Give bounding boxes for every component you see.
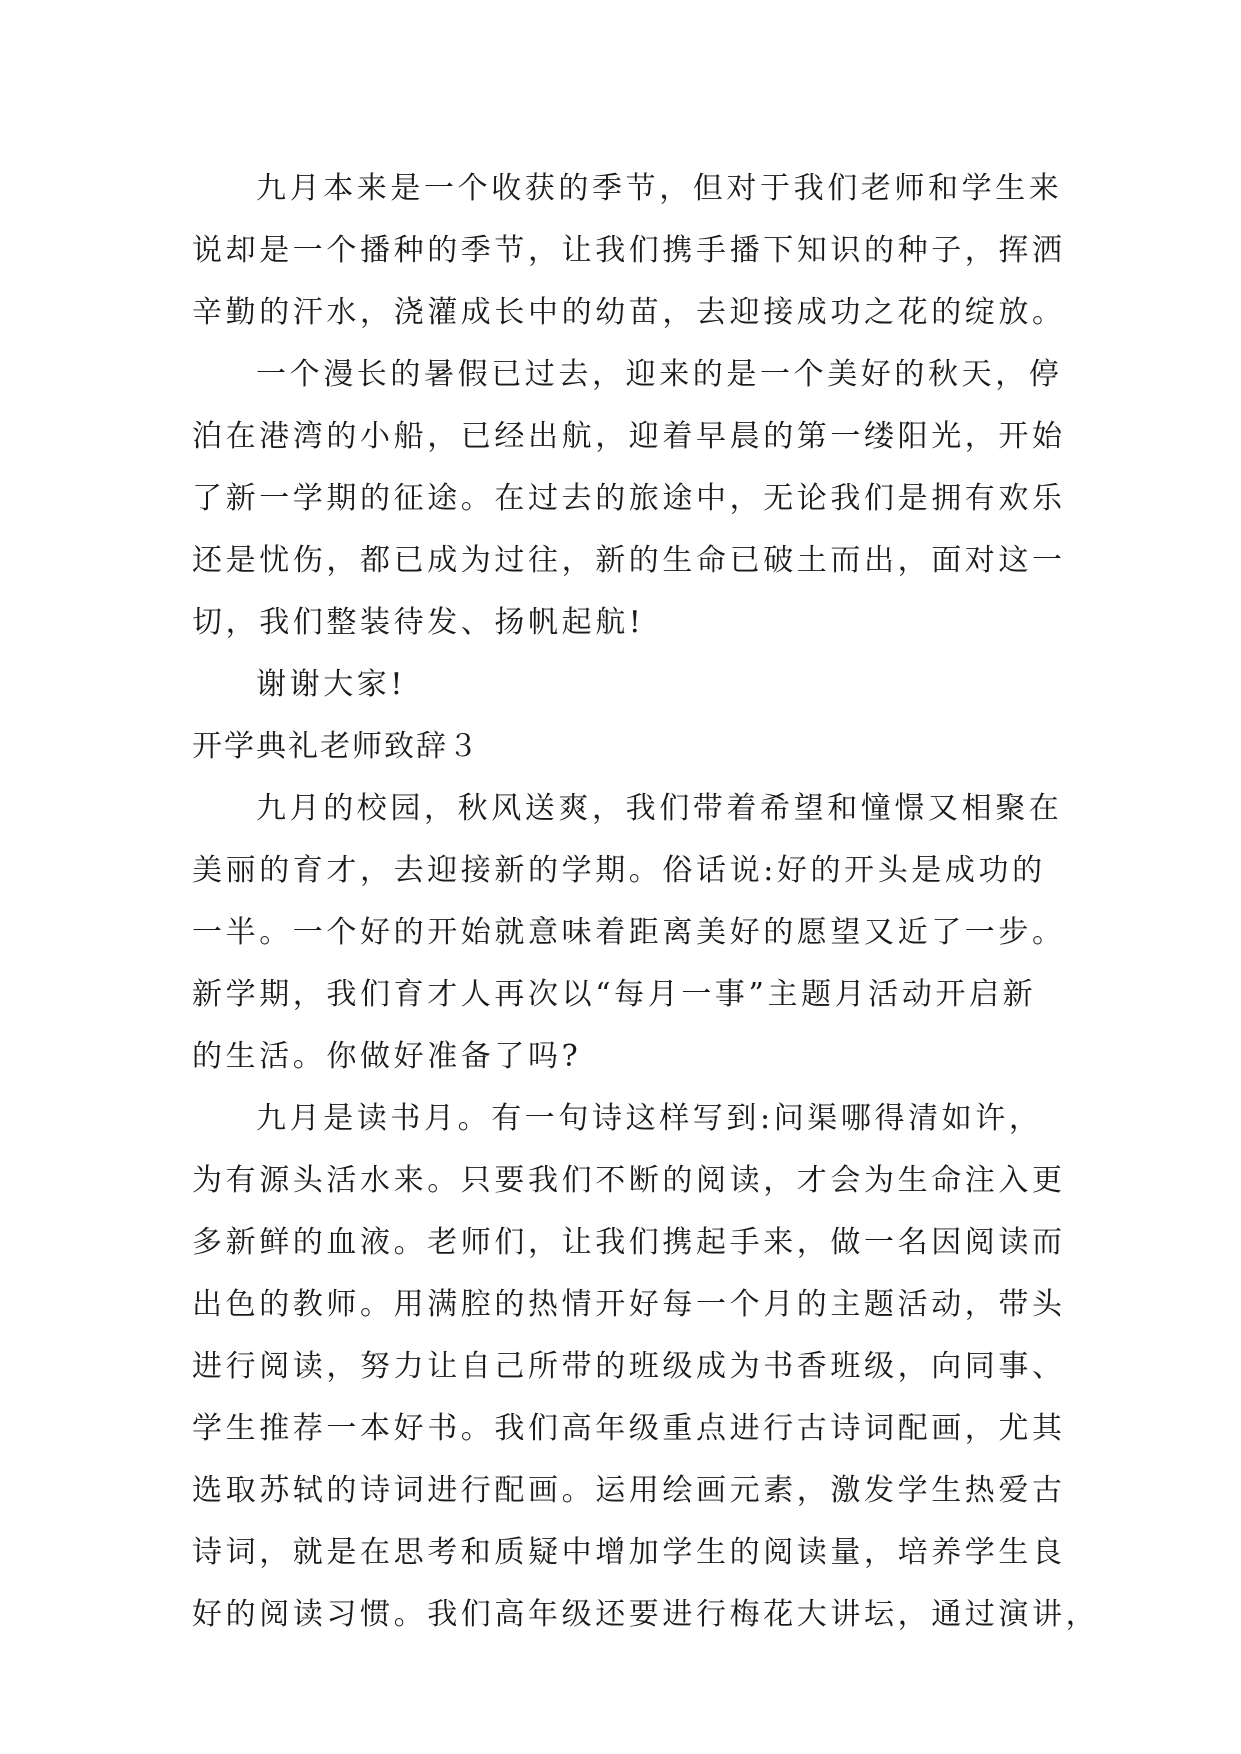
paragraph-line: 出色的教师。用满腔的热情开好每一个月的主题活动，带头 <box>192 1287 1066 1322</box>
paragraph-line: 说却是一个播种的季节，让我们携手播下知识的种子，挥洒 <box>192 233 1066 268</box>
paragraph-line: 进行阅读，努力让自己所带的班级成为书香班级，向同事、 <box>192 1349 1066 1384</box>
paragraph-line: 还是忧伤，都已成为过往，新的生命已破土而出，面对这一 <box>192 543 1066 578</box>
paragraph-line: 九月本来是一个收获的季节，但对于我们老师和学生来 <box>256 171 1063 206</box>
paragraph-line: 诗词，就是在思考和质疑中增加学生的阅读量，培养学生良 <box>192 1535 1066 1570</box>
paragraph-line: 好的阅读习惯。我们高年级还要进行梅花大讲坛，通过演讲， <box>192 1597 1100 1632</box>
paragraph-line: 谢谢大家! <box>256 667 407 702</box>
paragraph-line: 辛勤的汗水，浇灌成长中的幼苗，去迎接成功之花的绽放。 <box>192 295 1066 330</box>
paragraph-line: 学生推荐一本好书。我们高年级重点进行古诗词配画，尤其 <box>192 1411 1066 1446</box>
paragraph-line: 了新一学期的征途。在过去的旅途中，无论我们是拥有欢乐 <box>192 481 1066 516</box>
section-heading: 开学典礼老师致辞３ <box>192 729 480 764</box>
paragraph-line: 新学期，我们育才人再次以“每月一事”主题月活动开启新 <box>192 977 1037 1012</box>
paragraph-line: 泊在港湾的小船，已经出航，迎着早晨的第一缕阳光，开始 <box>192 419 1066 454</box>
document-body <box>192 158 1100 1646</box>
paragraph-line: 多新鲜的血液。老师们，让我们携起手来，做一名因阅读而 <box>192 1225 1066 1260</box>
paragraph-line: 一个漫长的暑假已过去，迎来的是一个美好的秋天，停 <box>256 357 1063 392</box>
paragraph-line: 的生活。你做好准备了吗? <box>192 1039 582 1074</box>
paragraph-line: 为有源头活水来。只要我们不断的阅读，才会为生命注入更 <box>192 1163 1066 1198</box>
paragraph-line: 九月是读书月。有一句诗这样写到:问渠哪得清如许， <box>256 1101 1043 1136</box>
paragraph-line: 一半。一个好的开始就意味着距离美好的愿望又近了一步。 <box>192 915 1066 950</box>
paragraph-line: 美丽的育才，去迎接新的学期。俗话说:好的开头是成功的 <box>192 853 1046 888</box>
paragraph-line: 选取苏轼的诗词进行配画。运用绘画元素，激发学生热爱古 <box>192 1473 1066 1508</box>
paragraph-line: 切，我们整装待发、扬帆起航! <box>192 605 645 640</box>
paragraph-line: 九月的校园，秋风送爽，我们带着希望和憧憬又相聚在 <box>256 791 1063 826</box>
